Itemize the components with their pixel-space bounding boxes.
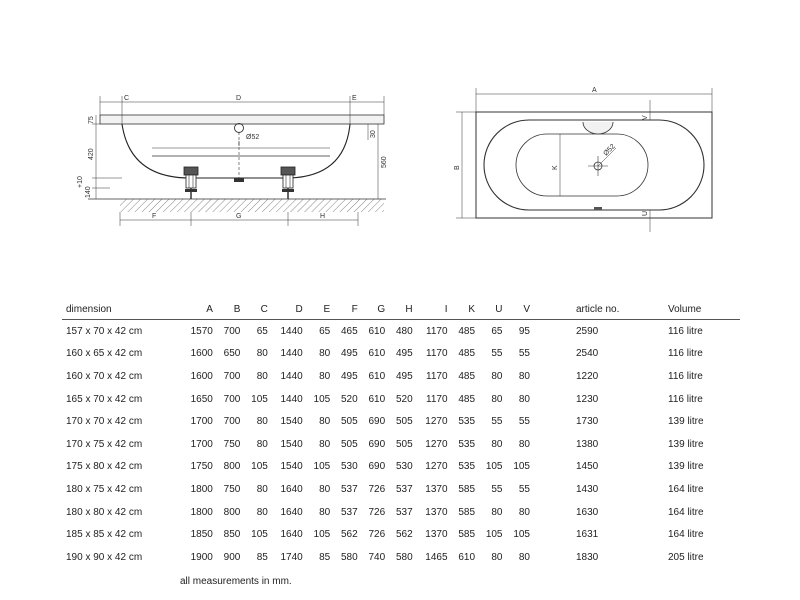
table-cell: 116 litre (668, 393, 703, 405)
table-cell: 900 (223, 551, 241, 563)
table-cell: 485 (458, 325, 476, 337)
table-cell: 1570 (190, 325, 213, 337)
floor-hatch (120, 199, 384, 212)
label-e: E (352, 95, 357, 102)
table-row (62, 433, 740, 456)
table-cell: 1370 (425, 506, 448, 518)
dimension-table (62, 303, 740, 569)
column-header: C (242, 303, 269, 320)
table-cell: 690 (368, 416, 386, 428)
table-cell: 1450 (576, 461, 599, 473)
column-header: U (477, 303, 504, 320)
table-cell: 80 (319, 370, 331, 382)
table-cell: 80 (518, 506, 530, 518)
table-cell: 480 (395, 325, 413, 337)
column-header: Volume (638, 303, 740, 320)
table-cell: 520 (341, 393, 358, 405)
table-cell: 80 (518, 551, 530, 563)
label-f: F (152, 213, 157, 220)
table-cell: 1270 (425, 461, 448, 473)
table-cell: 537 (341, 506, 358, 518)
table-cell: 726 (368, 483, 386, 495)
table-cell: 80 (319, 416, 331, 428)
table-row (62, 410, 740, 433)
table-row (62, 343, 740, 366)
table-cell: 700 (223, 393, 241, 405)
label-c: C (124, 95, 130, 102)
table-cell: 1600 (190, 370, 213, 382)
table-header (62, 303, 740, 320)
table-cell: 1465 (425, 551, 448, 563)
table-cell: 1370 (425, 483, 448, 495)
label-diameter-side: Ø52 (246, 134, 260, 141)
table-cell: 1540 (280, 416, 303, 428)
table-cell: 80 (319, 483, 331, 495)
table-cell: 80 (491, 438, 503, 450)
table-cell: 535 (458, 416, 476, 428)
table-cell: 650 (223, 348, 241, 360)
table-cell: 80 (256, 483, 268, 495)
table-cell: 139 litre (668, 461, 704, 473)
table-cell: 580 (341, 551, 358, 563)
table-row (62, 320, 740, 343)
table-cell: 185 x 85 x 42 cm (66, 529, 143, 541)
table-cell: 800 (223, 506, 241, 518)
table-cell: 165 x 70 x 42 cm (66, 393, 143, 405)
table-cell: 1540 (280, 438, 303, 450)
table-cell: 690 (368, 438, 386, 450)
label-v: V (642, 115, 649, 120)
column-header: F (332, 303, 359, 320)
table-cell: 65 (319, 325, 331, 337)
table-cell: 160 x 65 x 42 cm (66, 348, 143, 360)
table-cell: 105 (313, 461, 331, 473)
table-cell: 85 (319, 551, 331, 563)
table-cell: 175 x 80 x 42 cm (66, 461, 143, 473)
table-cell: 485 (458, 348, 476, 360)
table-cell: 80 (256, 370, 268, 382)
column-header: article no. (532, 303, 638, 320)
table-cell: 139 litre (668, 438, 704, 450)
table-cell: 537 (341, 483, 358, 495)
table-cell: 164 litre (668, 506, 704, 518)
table-cell: 80 (491, 370, 503, 382)
table-cell: 700 (223, 416, 241, 428)
label-30: 30 (370, 130, 377, 138)
table-cell: 80 (518, 370, 530, 382)
table-row (62, 546, 740, 569)
table-cell: 80 (319, 438, 331, 450)
table-row (62, 478, 740, 501)
table-cell: 80 (491, 393, 503, 405)
table-cell: 610 (368, 325, 386, 337)
table-cell: 562 (341, 529, 358, 541)
left-foot (184, 167, 198, 199)
column-header: E (305, 303, 332, 320)
table-row (62, 365, 740, 388)
table-cell: 105 (313, 529, 331, 541)
table-row (62, 523, 740, 546)
table-cell: 170 x 75 x 42 cm (66, 438, 143, 450)
table-cell: 105 (313, 393, 331, 405)
table-cell: 495 (341, 370, 358, 382)
table-cell: 80 (319, 348, 331, 360)
table-cell: 585 (458, 506, 476, 518)
table-cell: 505 (395, 416, 413, 428)
table-cell: 690 (368, 461, 386, 473)
table-cell: 80 (319, 506, 331, 518)
column-header: V (505, 303, 533, 320)
table-cell: 1750 (190, 461, 213, 473)
table-cell: 164 litre (668, 483, 704, 495)
table-cell: 80 (518, 438, 530, 450)
table-cell: 585 (458, 483, 476, 495)
table-cell: 1270 (425, 416, 448, 428)
table-cell: 190 x 90 x 42 cm (66, 551, 143, 563)
table-cell: 1170 (426, 393, 448, 405)
table-cell: 55 (491, 416, 503, 428)
label-g: G (236, 213, 242, 220)
table-cell: 505 (341, 416, 358, 428)
table-cell: 726 (368, 506, 386, 518)
table-cell: 105 (513, 529, 530, 541)
table-cell: 1650 (190, 393, 213, 405)
label-diameter-top: Ø52 (602, 143, 617, 158)
tub-rim (100, 115, 384, 124)
table-cell: 1640 (280, 483, 303, 495)
table-cell: 157 x 70 x 42 cm (66, 325, 143, 337)
label-a: A (592, 87, 597, 94)
column-header: G (360, 303, 387, 320)
table-cell: 105 (251, 529, 268, 541)
table-cell: 535 (458, 461, 476, 473)
table-cell: 1700 (190, 416, 213, 428)
table-cell: 80 (256, 348, 268, 360)
table-cell: 485 (458, 393, 476, 405)
label-b: B (454, 165, 461, 170)
table-cell: 562 (395, 529, 413, 541)
table-cell: 180 x 75 x 42 cm (66, 483, 143, 495)
table-cell: 1440 (280, 370, 303, 382)
table-cell: 1800 (190, 506, 213, 518)
table-cell: 2540 (576, 348, 599, 360)
table-cell: 495 (395, 348, 413, 360)
table-cell: 465 (341, 325, 358, 337)
table-cell: 105 (485, 461, 503, 473)
table-cell: 1631 (576, 529, 599, 541)
table-cell: 537 (395, 483, 413, 495)
table-cell: 1640 (280, 529, 303, 541)
table-cell: 1440 (280, 325, 303, 337)
table-cell: 116 litre (668, 370, 703, 382)
measurement-note: all measurements in mm. (180, 576, 292, 587)
label-140: 140 (85, 186, 92, 198)
table-cell: 1900 (190, 551, 213, 563)
table-cell: 55 (491, 483, 503, 495)
table-cell: 2590 (576, 325, 599, 337)
table-cell: 1800 (190, 483, 213, 495)
right-foot (281, 167, 295, 199)
table-row (62, 456, 740, 479)
table-cell: 610 (458, 551, 476, 563)
table-cell: 55 (518, 348, 530, 360)
table-cell: 1170 (426, 325, 448, 337)
table-cell: 610 (368, 348, 386, 360)
table-cell: 80 (256, 438, 268, 450)
table-cell: 530 (341, 461, 358, 473)
table-cell: 1540 (280, 461, 303, 473)
table-cell: 1850 (190, 529, 213, 541)
tub-body (122, 124, 350, 178)
table-cell: 80 (518, 393, 530, 405)
table-cell: 105 (251, 393, 268, 405)
column-header: B (215, 303, 242, 320)
table-cell: 1640 (280, 506, 303, 518)
column-header: H (387, 303, 414, 320)
table-cell: 610 (368, 370, 386, 382)
label-d: D (236, 95, 242, 102)
table-cell: 537 (395, 506, 413, 518)
column-header: K (450, 303, 477, 320)
table-cell: 700 (223, 370, 241, 382)
label-h: H (320, 213, 326, 220)
table-cell: 1270 (425, 438, 448, 450)
table-header-row (62, 303, 740, 320)
table-cell: 580 (395, 551, 413, 563)
table-cell: 1440 (280, 393, 303, 405)
table-cell: 160 x 70 x 42 cm (66, 370, 143, 382)
table-cell: 1430 (576, 483, 599, 495)
label-u: U (642, 210, 649, 216)
table-cell: 80 (491, 506, 503, 518)
table-cell: 750 (223, 483, 241, 495)
table-cell: 95 (518, 325, 530, 337)
top-view-labels (454, 87, 649, 216)
table-cell: 1170 (426, 370, 448, 382)
table-cell: 1730 (576, 416, 599, 428)
table-cell: 1700 (190, 438, 213, 450)
table-cell: 610 (368, 393, 386, 405)
table-cell: 105 (513, 461, 530, 473)
table-cell: 1220 (576, 370, 599, 382)
label-420: 420 (88, 148, 95, 160)
label-i: I (238, 141, 240, 148)
side-view (88, 96, 386, 226)
column-header: dimension (62, 303, 180, 320)
label-10: +10 (77, 176, 84, 188)
table-cell: 1380 (576, 438, 599, 450)
label-560: 560 (381, 156, 388, 168)
table-cell: 1370 (425, 529, 448, 541)
table-cell: 1170 (426, 348, 448, 360)
table-cell: 105 (251, 461, 268, 473)
table-cell: 80 (256, 416, 268, 428)
table-cell: 55 (518, 416, 530, 428)
table-cell: 800 (223, 461, 241, 473)
drain (234, 178, 244, 182)
table-cell: 65 (491, 325, 503, 337)
table-row (62, 388, 740, 411)
table-cell: 205 litre (668, 551, 704, 563)
overflow-circle (235, 124, 244, 133)
table-cell: 116 litre (668, 348, 703, 360)
table-cell: 139 litre (668, 416, 704, 428)
table-cell: 1830 (576, 551, 599, 563)
table-cell: 80 (256, 506, 268, 518)
table-cell: 170 x 70 x 42 cm (66, 416, 143, 428)
table-cell: 164 litre (668, 529, 704, 541)
table-cell: 750 (223, 438, 241, 450)
table-cell: 495 (341, 348, 358, 360)
table-body (62, 320, 740, 569)
table-cell: 535 (458, 438, 476, 450)
column-header: I (415, 303, 450, 320)
table-cell: 700 (223, 325, 241, 337)
overflow-top (583, 122, 613, 134)
label-75: 75 (88, 116, 95, 124)
table-cell: 850 (223, 529, 241, 541)
table-cell: 55 (518, 483, 530, 495)
table-cell: 1600 (190, 348, 213, 360)
table-cell: 485 (458, 370, 476, 382)
table-cell: 180 x 80 x 42 cm (66, 506, 143, 518)
table-cell: 1230 (576, 393, 599, 405)
table-cell: 80 (491, 551, 503, 563)
table-cell: 505 (341, 438, 358, 450)
table-cell: 505 (395, 438, 413, 450)
top-view (456, 88, 712, 232)
column-header: D (270, 303, 305, 320)
table-cell: 1630 (576, 506, 599, 518)
table-cell: 495 (395, 370, 413, 382)
table-cell: 116 litre (668, 325, 703, 337)
table-row (62, 501, 740, 524)
table-cell: 55 (491, 348, 503, 360)
table-cell: 65 (256, 325, 268, 337)
column-header: A (180, 303, 215, 320)
table-cell: 85 (256, 551, 268, 563)
table-cell: 530 (395, 461, 413, 473)
tub-bottom-top (516, 134, 648, 196)
table-cell: 105 (485, 529, 503, 541)
label-k: K (552, 165, 559, 170)
table-cell: 726 (368, 529, 386, 541)
table-cell: 1440 (280, 348, 303, 360)
table-cell: 585 (458, 529, 476, 541)
table-cell: 740 (368, 551, 386, 563)
table-cell: 1740 (280, 551, 303, 563)
table-cell: 520 (395, 393, 413, 405)
